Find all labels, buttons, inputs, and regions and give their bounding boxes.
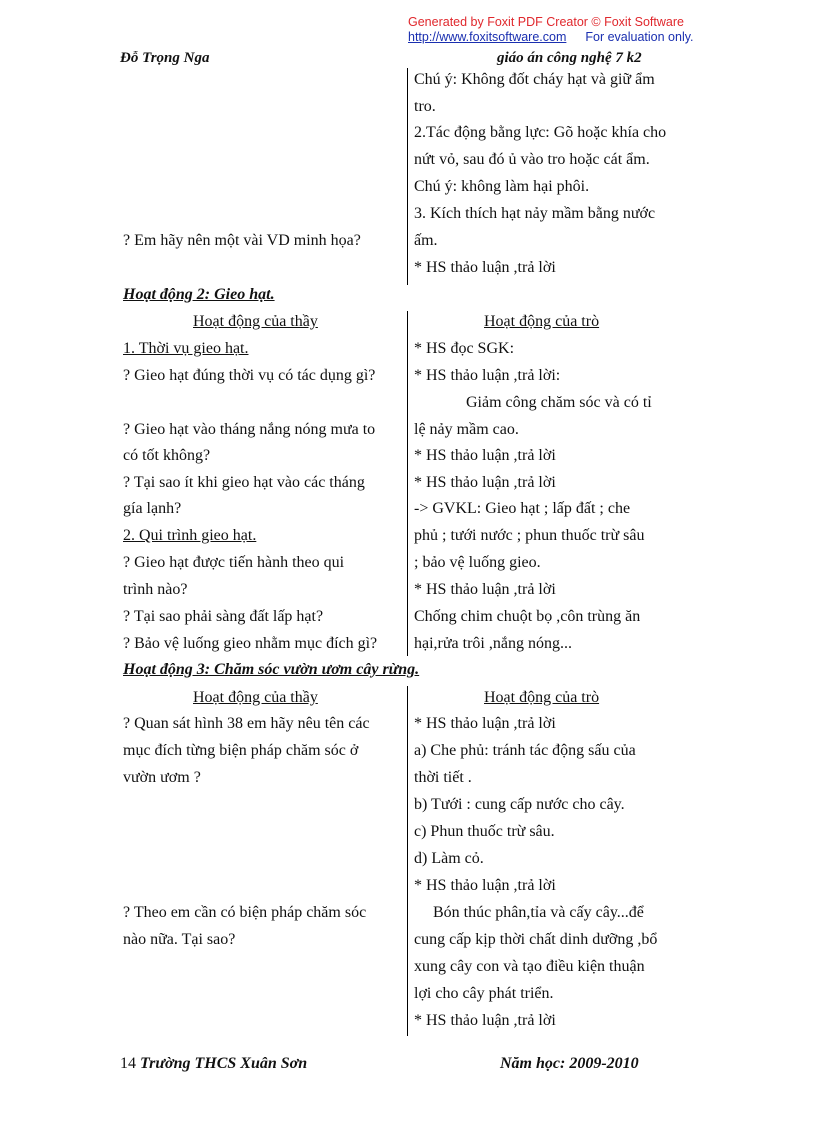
text-line: 2.Tác động bằng lực: Gõ hoặc khía cho xyxy=(414,124,667,141)
student-answer: hại,rửa trôi ,nắng nóng... xyxy=(414,635,572,652)
teacher-question: nào nữa. Tại sao? xyxy=(123,931,236,948)
student-answer: lệ nảy mầm cao. xyxy=(414,421,519,438)
student-answer: thời tiết . xyxy=(414,769,472,786)
watermark-url[interactable]: http://www.foxitsoftware.com xyxy=(408,30,567,44)
text-line: nứt vỏ, sau đó ủ vào tro hoặc cát ẩm. xyxy=(414,151,650,168)
student-answer: Giảm công chăm sóc và có tỉ xyxy=(466,394,652,411)
header-author: Đỗ Trọng Nga xyxy=(120,50,210,66)
teacher-column-header: Hoạt động của thầy xyxy=(193,689,318,706)
watermark-line: Generated by Foxit PDF Creator © Foxit Software xyxy=(408,15,684,29)
column-divider xyxy=(407,68,408,285)
student-answer: lợi cho cây phát triển. xyxy=(414,985,554,1002)
page-number: 14 xyxy=(120,1055,136,1072)
student-answer: d) Làm cỏ. xyxy=(414,850,484,867)
student-answer: * HS thảo luận ,trả lời xyxy=(414,581,556,598)
student-answer: xung cây con và tạo điều kiện thuận xyxy=(414,958,645,975)
text-line: tro. xyxy=(414,98,436,115)
column-divider xyxy=(407,686,408,1036)
school-name: Trường THCS Xuân Sơn xyxy=(140,1055,308,1072)
teacher-question: có tốt không? xyxy=(123,447,211,464)
section-title: Hoạt động 3: Chăm sóc vườn ươm cây rừng. xyxy=(123,661,420,678)
footer-right xyxy=(500,1055,639,1073)
section-title: Hoạt động 2: Gieo hạt. xyxy=(123,286,275,303)
student-column-header: Hoạt động của trò xyxy=(484,313,600,330)
teacher-question: ? Tại sao ít khi gieo hạt vào các tháng xyxy=(123,474,365,491)
subsection-title: 1. Thời vụ gieo hạt. xyxy=(123,340,249,357)
column-divider xyxy=(407,311,408,656)
footer-left xyxy=(120,1055,307,1073)
teacher-question: vườn ươm ? xyxy=(123,769,201,786)
student-answer: cung cấp kịp thời chất dinh dưỡng ,bổ xyxy=(414,931,658,948)
teacher-question: ? Bảo vệ luống gieo nhằm mục đích gì? xyxy=(123,635,378,652)
text-line: Chú ý: không làm hại phôi. xyxy=(414,178,590,195)
student-answer: b) Tưới : cung cấp nước cho cây. xyxy=(414,796,625,813)
student-answer: phủ ; tưới nước ; phun thuốc trừ sâu xyxy=(414,527,645,544)
student-column-header: Hoạt động của trò xyxy=(484,689,600,706)
teacher-question: ? Theo em cần có biện pháp chăm sóc xyxy=(123,904,367,921)
student-answer: c) Phun thuốc trừ sâu. xyxy=(414,823,555,840)
student-answer: Bón thúc phân,tỉa và cấy cây...để xyxy=(433,904,644,921)
teacher-question: ? Quan sát hình 38 em hãy nêu tên các xyxy=(123,715,370,732)
student-answer: -> GVKL: Gieo hạt ; lấp đất ; che xyxy=(414,500,631,517)
student-answer: a) Che phủ: tránh tác động sấu của xyxy=(414,742,636,759)
teacher-question: ? Em hãy nên một vài VD minh họa? xyxy=(123,232,361,249)
teacher-question: mục đích từng biện pháp chăm sóc ở xyxy=(123,742,359,759)
teacher-question: trình nào? xyxy=(123,581,188,598)
teacher-column-header: Hoạt động của thầy xyxy=(193,313,318,330)
student-answer: Chống chim chuột bọ ,côn trùng ăn xyxy=(414,608,641,625)
watermark-line-2 xyxy=(408,30,694,44)
student-answer: * HS thảo luận ,trả lời xyxy=(414,474,556,491)
text-line: * HS thảo luận ,trả lời xyxy=(414,259,556,276)
student-answer: ; bảo vệ luống gieo. xyxy=(414,554,541,571)
teacher-question: ? Gieo hạt vào tháng nắng nóng mưa to xyxy=(123,421,376,438)
text-line: ấm. xyxy=(414,232,438,249)
student-answer: * HS thảo luận ,trả lời xyxy=(414,877,556,894)
school-year: Năm học: 2009-2010 xyxy=(500,1055,639,1072)
student-answer: * HS thảo luận ,trả lời xyxy=(414,715,556,732)
student-answer: * HS đọc SGK: xyxy=(414,340,515,357)
student-answer: * HS thảo luận ,trả lời: xyxy=(414,367,561,384)
student-answer: * HS thảo luận ,trả lời xyxy=(414,447,556,464)
subsection-title: 2. Qui trình gieo hạt. xyxy=(123,527,257,544)
teacher-question: ? Gieo hạt được tiến hành theo qui xyxy=(123,554,345,571)
student-answer: * HS thảo luận ,trả lời xyxy=(414,1012,556,1029)
text-line: 3. Kích thích hạt nảy mầm bằng nước xyxy=(414,205,656,222)
header-subject: giáo án công nghệ 7 k2 xyxy=(497,50,642,66)
watermark-note: For evaluation only. xyxy=(585,30,694,44)
teacher-question: gía lạnh? xyxy=(123,500,182,517)
text-line: Chú ý: Không đốt cháy hạt và giữ ẩm xyxy=(414,71,655,88)
teacher-question: ? Gieo hạt đúng thời vụ có tác dụng gì? xyxy=(123,367,376,384)
teacher-question: ? Tại sao phải sàng đất lấp hạt? xyxy=(123,608,324,625)
